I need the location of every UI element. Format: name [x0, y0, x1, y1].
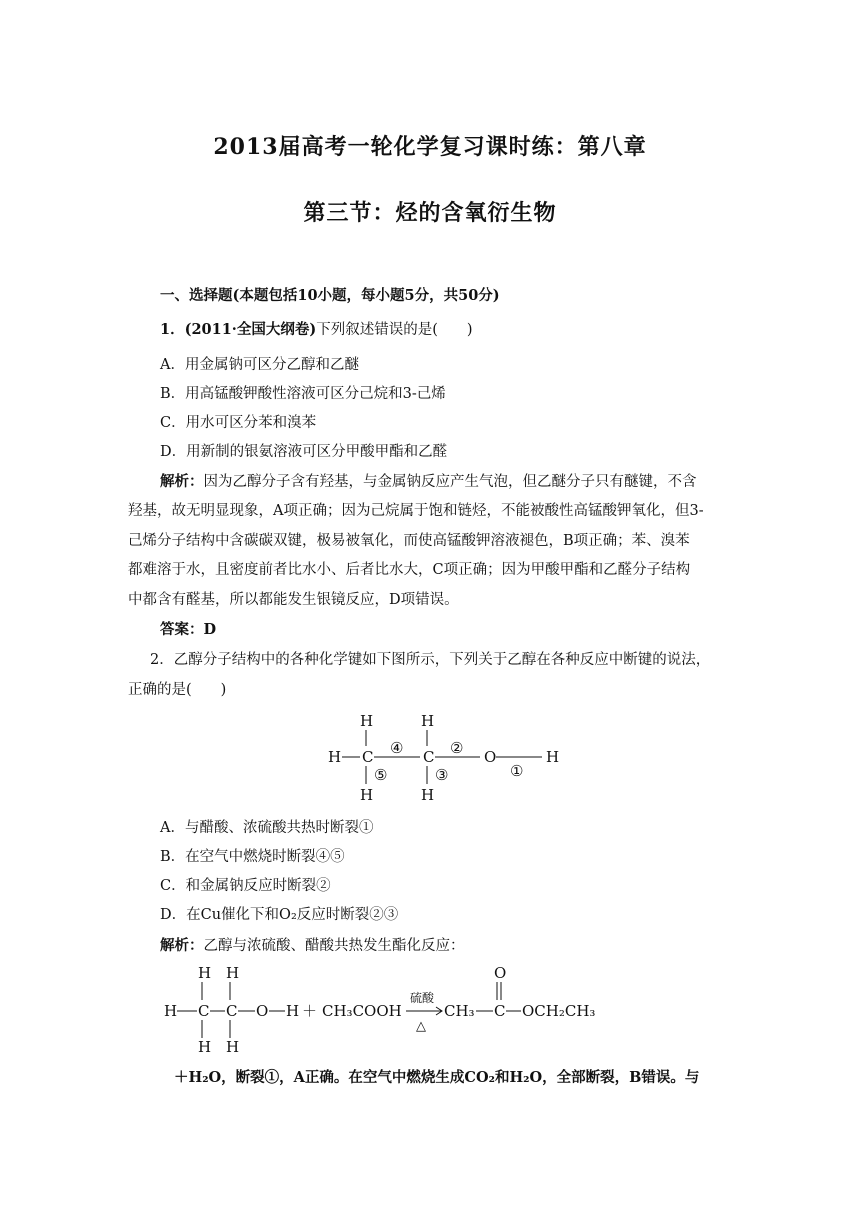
- q1-analysis-line-5: 中都含有醛基，所以都能发生银镜反应，D项错误。: [128, 592, 459, 608]
- bond-label-1: ①: [510, 762, 524, 780]
- q2-analysis-label: 解析：: [160, 937, 204, 954]
- page-subtitle: 第三节：烃的含氧衍生物: [303, 200, 557, 226]
- q1-answer: 答案：D: [160, 621, 217, 638]
- q2-stem-line-1: 2．乙醇分子结构中的各种化学键如下图所示，下列关于乙醇在各种反应中断键的说法，: [150, 652, 711, 668]
- q1-option-b: B．用高锰酸钾酸性溶液可区分己烷和3-己烯: [160, 386, 446, 402]
- atom-h: H: [198, 964, 212, 982]
- q1-analysis-line-3: 己烯分子结构中含碳碳双键，极易被氧化，而使高锰酸钾溶液褪色，B项正确；苯、溴苯: [128, 533, 690, 549]
- plus-sign: ＋: [302, 1002, 318, 1020]
- catalyst-label: 硫酸: [410, 991, 435, 1005]
- q2-option-a: A．与醋酸、浓硫酸共热时断裂①: [160, 820, 374, 836]
- atom-c: C: [362, 748, 374, 766]
- heat-symbol: △: [416, 1019, 426, 1034]
- q2-option-c: C．和金属钠反应时断裂②: [160, 878, 331, 894]
- atom-h: H: [286, 1002, 300, 1020]
- atom-h: H: [226, 964, 240, 982]
- q2-analysis-continued: ＋H₂O，断裂①，A正确。在空气中燃烧生成CO₂和H₂O，全部断裂，B错误。与: [174, 1069, 700, 1086]
- atom-h: H: [328, 748, 342, 766]
- q1-option-a: A．用金属钠可区分乙醇和乙醚: [160, 357, 359, 373]
- q1-option-d: D．用新制的银氨溶液可区分甲酸甲酯和乙醛: [160, 444, 448, 460]
- q1-option-c: C．用水可区分苯和溴苯: [160, 415, 317, 431]
- q1-number: 1．: [160, 321, 185, 338]
- bond-label-3: ③: [435, 766, 449, 784]
- bond-label-2: ②: [450, 739, 464, 757]
- atom-o: O: [484, 748, 497, 766]
- product-oet: OCH₂CH₃: [522, 1002, 596, 1020]
- bond-label-4: ④: [390, 739, 404, 757]
- atom-h: H: [546, 748, 560, 766]
- atom-h: H: [360, 786, 374, 804]
- atom-h: H: [226, 1038, 240, 1056]
- q2-option-d: D．在Cu催化下和O₂反应时断裂②③: [160, 907, 399, 923]
- q1-analysis-text-1: 因为乙醇分子含有羟基，与金属钠反应产生气泡，但乙醚分子只有醚键，不含: [203, 474, 697, 490]
- ethanol-bond-diagram: [320, 706, 580, 806]
- q1-source: (2011·全国大纲卷): [184, 321, 317, 338]
- atom-c: C: [226, 1002, 238, 1020]
- atom-c: C: [494, 1002, 506, 1020]
- q1-analysis-line-2: 羟基，故无明显现象，A项正确；因为己烷属于饱和链烃，不能被酸性高锰酸钾氧化，但3-: [128, 503, 704, 519]
- q1-analysis-line-4: 都难溶于水，且密度前者比水小、后者比水大，C项正确；因为甲酸甲酯和乙醛分子结构: [128, 562, 691, 578]
- carbonyl-oxygen: O: [494, 964, 507, 982]
- q1-stem-text: 下列叙述错误的是( ): [316, 322, 473, 338]
- q2-stem-line-2: 正确的是( ): [128, 682, 227, 698]
- atom-h: H: [360, 712, 374, 730]
- q1-analysis-label: 解析：: [160, 473, 204, 490]
- page-title: 2013届高考一轮化学复习课时练：第八章: [213, 134, 647, 160]
- atom-o: O: [256, 1002, 269, 1020]
- esterification-reaction: [160, 960, 620, 1060]
- q1-analysis-line-1: [160, 472, 740, 492]
- q2-analysis-text: 乙醇与浓硫酸、醋酸共热发生酯化反应：: [203, 938, 465, 954]
- bond-label-5: ⑤: [374, 766, 388, 784]
- q2-option-b: B．在空气中燃烧时断裂④⑤: [160, 849, 345, 865]
- section-heading: 一、选择题(本题包括10小题，每小题5分，共50分): [160, 287, 500, 304]
- q2-analysis: [160, 936, 740, 956]
- atom-h: H: [198, 1038, 212, 1056]
- atom-c: C: [198, 1002, 210, 1020]
- atom-h: H: [164, 1002, 178, 1020]
- q1-stem: [160, 320, 740, 340]
- product-ch3: CH₃: [444, 1002, 475, 1020]
- atom-h: H: [421, 786, 435, 804]
- acetic-acid: CH₃COOH: [322, 1002, 402, 1020]
- atom-h: H: [421, 712, 435, 730]
- atom-c: C: [423, 748, 435, 766]
